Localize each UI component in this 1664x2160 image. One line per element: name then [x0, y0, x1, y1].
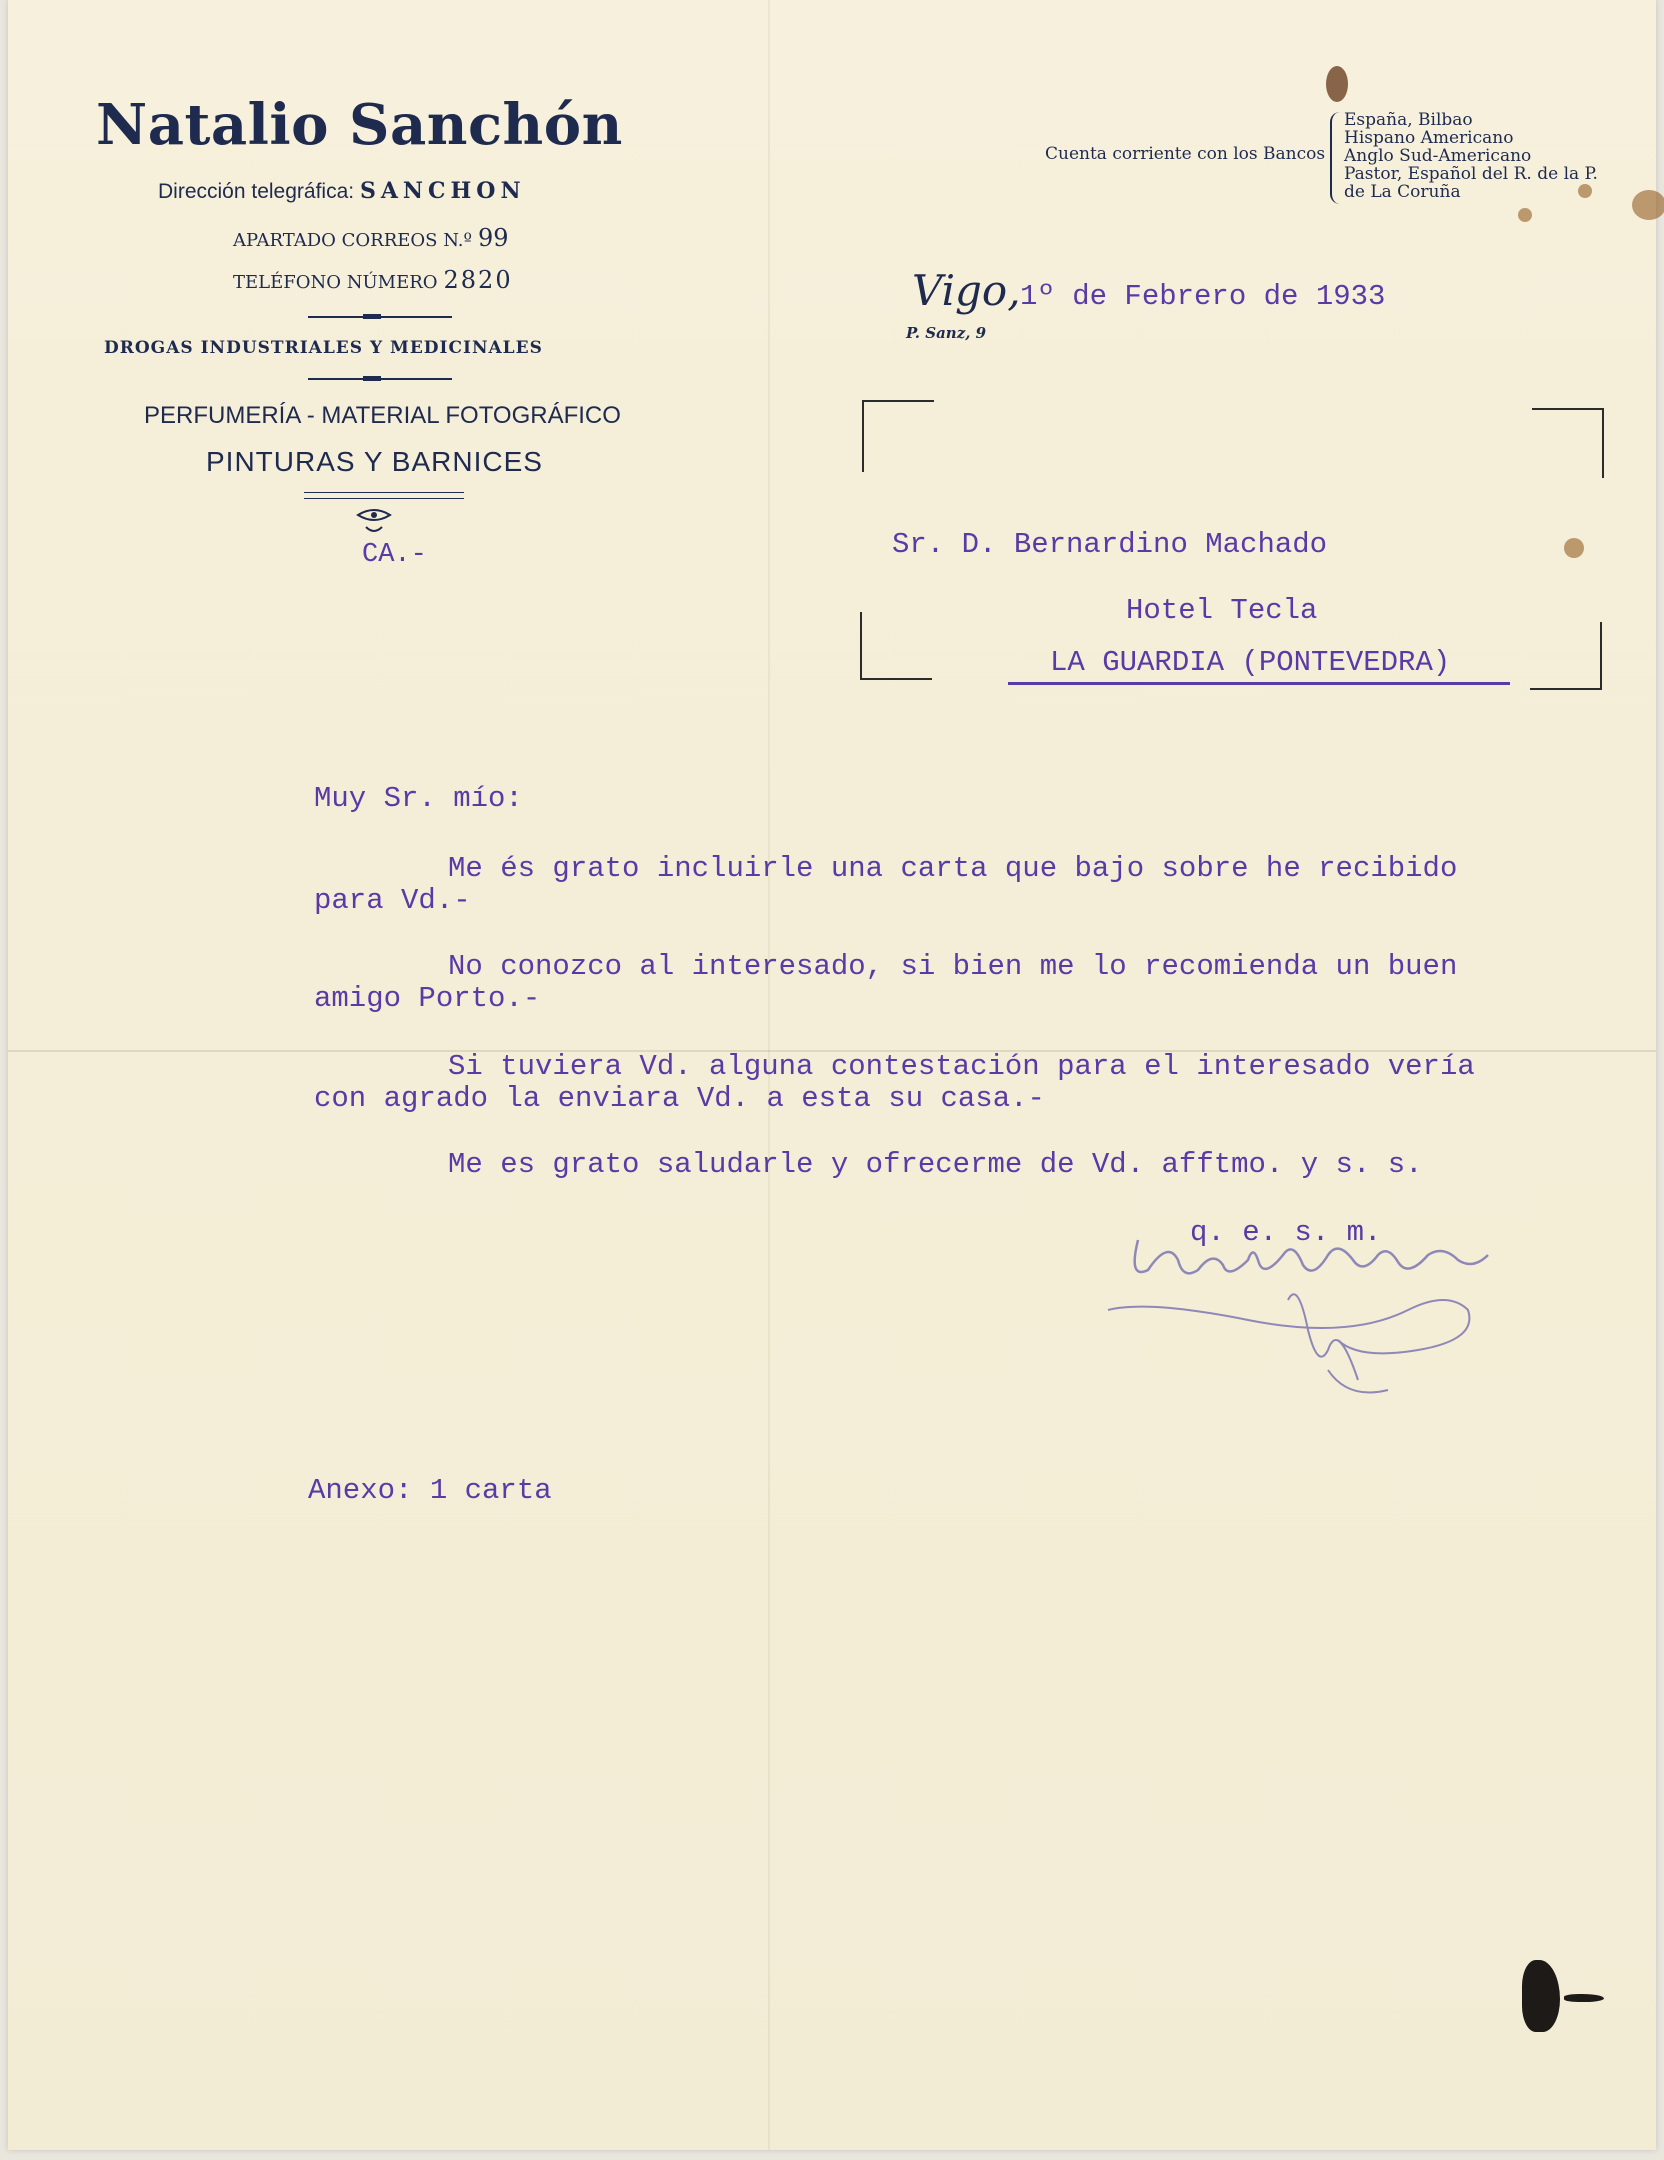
ink-blot-bottom-right-2: [1564, 1994, 1604, 2002]
telegraph-address: [158, 178, 526, 204]
bank-item: España, Bilbao: [1344, 110, 1473, 130]
closing-formula: q. e. s. m.: [1190, 1216, 1382, 1249]
stain-dot-2: [1564, 538, 1584, 558]
paragraph-1-line-2: para Vd.-: [314, 884, 471, 917]
telephone-number: 2820: [443, 266, 513, 294]
business-line-2: PERFUMERÍA - MATERIAL FOTOGRÁFICO: [144, 402, 621, 429]
recipient-town: LA GUARDIA (PONTEVEDRA): [1050, 646, 1451, 679]
telephone: [233, 266, 513, 294]
telegraph-name: SANCHON: [359, 178, 526, 204]
post-box-label: APARTADO CORREOS N.º: [233, 230, 472, 251]
recipient-town-underline: [1008, 682, 1510, 685]
recipient-name: Sr. D. Bernardino Machado: [892, 528, 1328, 561]
bank-item: Pastor, Español del R. de la P.: [1344, 164, 1598, 184]
business-line-3: PINTURAS Y BARNICES: [206, 446, 543, 477]
stain-dot-3: [1578, 184, 1592, 198]
dateline-city: Vigo,: [912, 266, 1021, 315]
divider-dot-1: [363, 314, 381, 319]
paragraph-4: Me es grato saludarle y ofrecerme de Vd. afftmo. y s. s.: [448, 1148, 1423, 1181]
letter-paper: [8, 0, 1656, 2150]
ink-blot-bottom-right: [1522, 1960, 1560, 2032]
eye-emblem-icon: [354, 503, 394, 539]
company-name: Natalio Sanchón: [96, 92, 623, 158]
banks-intro: Cuenta corriente con los Bancos: [1045, 144, 1326, 164]
bank-item: de La Coruña: [1344, 182, 1461, 202]
paragraph-2-line-2: amigo Porto.-: [314, 982, 541, 1015]
bank-item: Anglo Sud-Americano: [1344, 146, 1532, 166]
window-corner-bottom-left: [860, 612, 932, 680]
bank-item: Hispano Americano: [1344, 128, 1514, 148]
handwritten-signature: [1088, 1200, 1548, 1420]
divider-dot-2: [363, 376, 381, 381]
telephone-label: TELÉFONO NÚMERO: [233, 272, 438, 293]
window-corner-top-left: [862, 400, 934, 472]
post-box-number: 99: [478, 224, 509, 252]
recipient-hotel: Hotel Tecla: [1126, 594, 1318, 627]
business-line-1: DROGAS INDUSTRIALES Y MEDICINALES: [104, 338, 543, 358]
salutation: Muy Sr. mío:: [314, 782, 523, 815]
window-corner-top-right: [1532, 408, 1604, 478]
reference-initials: CA.-: [362, 540, 427, 570]
dateline-date: 1º de Febrero de 1933: [1020, 280, 1386, 313]
stain-dot-1: [1518, 208, 1532, 222]
annex-line: Anexo: 1 carta: [308, 1474, 552, 1507]
dateline-street: P. Sanz, 9: [906, 324, 987, 342]
banks-bracket: [1330, 112, 1342, 204]
telegraph-label: Dirección telegráfica:: [158, 180, 355, 203]
window-corner-bottom-right: [1530, 622, 1602, 690]
paragraph-3-line-1: Si tuviera Vd. alguna contestación para el interesado vería: [448, 1050, 1475, 1083]
paragraph-1-line-1: Me és grato incluirle una carta que bajo sobre he recibido: [448, 852, 1458, 885]
divider-rule-4: [304, 498, 464, 499]
post-box: [233, 224, 509, 252]
paragraph-3-line-2: con agrado la enviara Vd. a esta su casa.-: [314, 1082, 1045, 1115]
stain-top-right: [1632, 190, 1664, 220]
paragraph-2-line-1: No conozco al interesado, si bien me lo recomienda un buen: [448, 950, 1458, 983]
divider-rule-3: [304, 492, 464, 493]
stain-top-bank: [1326, 66, 1348, 102]
